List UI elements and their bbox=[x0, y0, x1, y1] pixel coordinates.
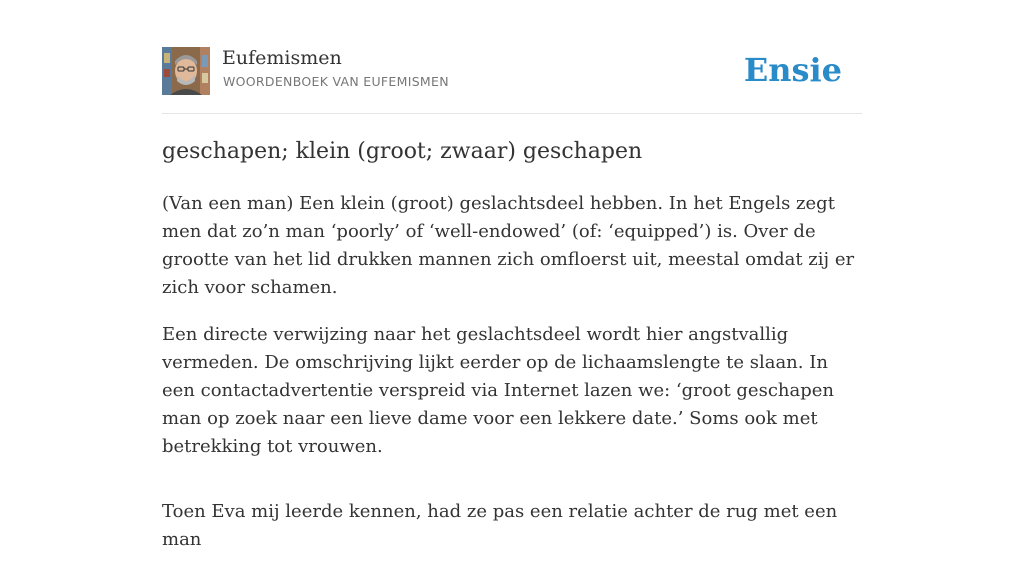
entry-header bbox=[162, 0, 862, 114]
entry-paragraph: (Van een man) Een klein (groot) geslachtsdeel hebben. In het Engels zegt men dat zo’n man ‘poorly’ of ‘well-endowed’ (of: ‘equipped’) is. Over de grootte van het lid drukken mannen zich omfloerst uit, meestal omdat zij er zich voor schamen. bbox=[162, 193, 855, 298]
avatar[interactable] bbox=[162, 47, 210, 95]
brand-logo[interactable]: Ensie bbox=[743, 51, 842, 89]
content-container bbox=[162, 0, 862, 550]
author-name[interactable]: Eufemismen bbox=[222, 47, 342, 69]
entry-paragraph: Een directe verwijzing naar het geslachtsdeel wordt hier angstvallig vermeden. De omschrijving lijkt eerder op de lichaamslengte te slaan. In een contactadvertentie verspreid via Internet lazen we: ‘groot geschapen man op zoek naar een lieve dame voor een lekkere date.’ Soms ook met betrekking tot vrouwen. bbox=[162, 324, 834, 457]
author-subtitle: WOORDENBOEK VAN EUFEMISMEN bbox=[223, 74, 449, 89]
entry-title: geschapen; klein (groot; zwaar) geschapen bbox=[162, 139, 643, 164]
entry-body bbox=[162, 190, 862, 573]
author-portrait-icon bbox=[162, 47, 210, 95]
entry-paragraph: Toen Eva mij leerde kennen, had ze pas een relatie achter de rug met een man bbox=[162, 501, 838, 550]
